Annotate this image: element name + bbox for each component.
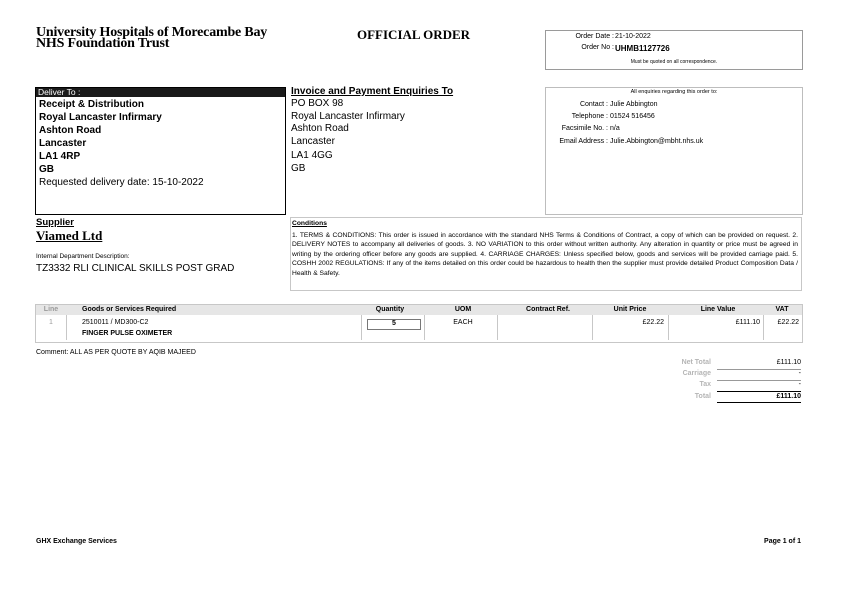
col-quantity-header: Quantity bbox=[375, 306, 405, 313]
col-goods-header: Goods or Services Required bbox=[82, 306, 177, 313]
col-uom-header: UOM bbox=[454, 306, 472, 313]
contact-value: Julie Abbington bbox=[610, 101, 658, 108]
col-contract-header: Contract Ref. bbox=[526, 306, 570, 313]
deliver-to-line: LA1 4RP bbox=[39, 151, 81, 162]
fax-label: Facsimile No. : bbox=[561, 125, 608, 132]
department-label: Internal Department Description: bbox=[36, 253, 130, 260]
totals-divider bbox=[717, 391, 801, 392]
invoice-address bbox=[291, 98, 405, 175]
row-uom: EACH bbox=[453, 319, 473, 326]
order-date-value: 21-10-2022 bbox=[615, 33, 651, 40]
col-line-header: Line bbox=[43, 306, 59, 313]
enquiries-caption: All enquiries regarding this order to: bbox=[630, 89, 718, 95]
deliver-to-line: Royal Lancaster Infirmary bbox=[39, 112, 162, 123]
invoice-heading: Invoice and Payment Enquiries To bbox=[291, 86, 454, 97]
department-value: TZ3332 RLI CLINICAL SKILLS POST GRAD bbox=[36, 263, 235, 274]
invoice-line: Lancaster bbox=[291, 135, 335, 147]
conditions-text: 1. TERMS & CONDITIONS: This order is issued in accordance with the standard NHS Terms & Conditions of Contract, a copy of which can be provided on request. 2. DELIVERY NOTES to accompany all deliveries of goods. 3. NO VARIATION to this order without written authority. Any alteration in quantity or price must be agreed in writing by the ordering officer before any goods are supplied. 4. CARRIAGE CHARGES: Unless specified below, goods and services will be provided carriage paid. 5. COSHH 2002 REGULATIONS: If any of the items detailed on this order could be hazardous to health then the supplier must provide detailed Product Composition Data / Health & Safety. bbox=[292, 232, 798, 277]
tax-value: - bbox=[798, 381, 801, 388]
col-vat-header: VAT bbox=[775, 306, 789, 313]
net-total-value: £111.10 bbox=[776, 359, 801, 366]
contact-label: Contact : bbox=[579, 101, 608, 108]
deliver-to-line: Receipt & Distribution bbox=[39, 99, 145, 110]
col-line-value-header: Line Value bbox=[700, 306, 736, 313]
fax-value: n/a bbox=[610, 125, 620, 132]
invoice-line: Royal Lancaster Infirmary bbox=[291, 110, 405, 122]
order-info-box bbox=[545, 30, 803, 70]
row-quantity: 5 bbox=[367, 319, 421, 330]
carriage-value: - bbox=[798, 370, 801, 377]
order-number-value: UHMB1127726 bbox=[615, 44, 670, 53]
page-number: Page 1 of 1 bbox=[764, 538, 801, 545]
row-unit-price: £22.22 bbox=[642, 319, 664, 326]
enquiries-contact-box bbox=[545, 87, 803, 215]
invoice-line: LA1 4GG bbox=[291, 150, 333, 161]
net-total-label: Net Total bbox=[681, 359, 711, 366]
email-label: Email Address : bbox=[559, 138, 608, 145]
total-label: Total bbox=[694, 393, 711, 400]
conditions-label: Conditions bbox=[292, 220, 327, 227]
row-item-description: FINGER PULSE OXIMETER bbox=[82, 330, 173, 337]
organisation-name bbox=[36, 27, 267, 49]
table-header bbox=[36, 305, 802, 315]
deliver-to-line: GB bbox=[39, 164, 54, 175]
deliver-to-line: Ashton Road bbox=[39, 125, 102, 136]
invoice-line: Ashton Road bbox=[291, 123, 349, 134]
supplier-label: Supplier bbox=[36, 217, 75, 228]
row-line-value: £111.10 bbox=[735, 319, 760, 326]
row-line-number: 1 bbox=[49, 319, 53, 326]
organisation-name-line2: NHS Foundation Trust bbox=[36, 36, 170, 51]
tax-label: Tax bbox=[699, 381, 711, 388]
deliver-to-box bbox=[35, 87, 286, 215]
totals-underline bbox=[717, 402, 801, 403]
order-lines-table bbox=[35, 304, 803, 343]
conditions-box bbox=[290, 217, 802, 291]
cell-divider bbox=[498, 315, 593, 340]
order-date-label: Order Date : bbox=[575, 33, 614, 40]
footer-provider: GHX Exchange Services bbox=[36, 538, 117, 545]
invoice-line: GB bbox=[291, 162, 306, 174]
row-vat: £22.22 bbox=[777, 319, 799, 326]
col-unit-price-header: Unit Price bbox=[613, 306, 647, 313]
deliver-to-line: Lancaster bbox=[39, 138, 87, 149]
order-number-label: Order No : bbox=[581, 44, 614, 51]
telephone-value: 01524 516456 bbox=[610, 113, 655, 120]
invoice-line: PO BOX 98 bbox=[291, 98, 344, 109]
organisation-name-line1: University Hospitals of Morecambe Bay bbox=[36, 25, 268, 40]
carriage-label: Carriage bbox=[682, 370, 711, 377]
email-link[interactable]: Julie.Abbington@mbht.nhs.uk bbox=[610, 138, 704, 145]
telephone-label: Telephone : bbox=[571, 113, 608, 120]
deliver-to-label: Deliver To : bbox=[36, 88, 285, 97]
order-comment: Comment: ALL AS PER QUOTE BY AQIB MAJEED bbox=[36, 349, 196, 356]
document-title: OFFICIAL ORDER bbox=[357, 27, 471, 42]
row-item-code: 2510011 / MD300-C2 bbox=[82, 319, 149, 326]
supplier-name: Viamed Ltd bbox=[36, 228, 103, 243]
order-number-note: Must be quoted on all correspondence. bbox=[630, 59, 718, 65]
requested-delivery-date: Requested delivery date: 15-10-2022 bbox=[39, 177, 204, 188]
total-value: £111.10 bbox=[776, 393, 801, 400]
